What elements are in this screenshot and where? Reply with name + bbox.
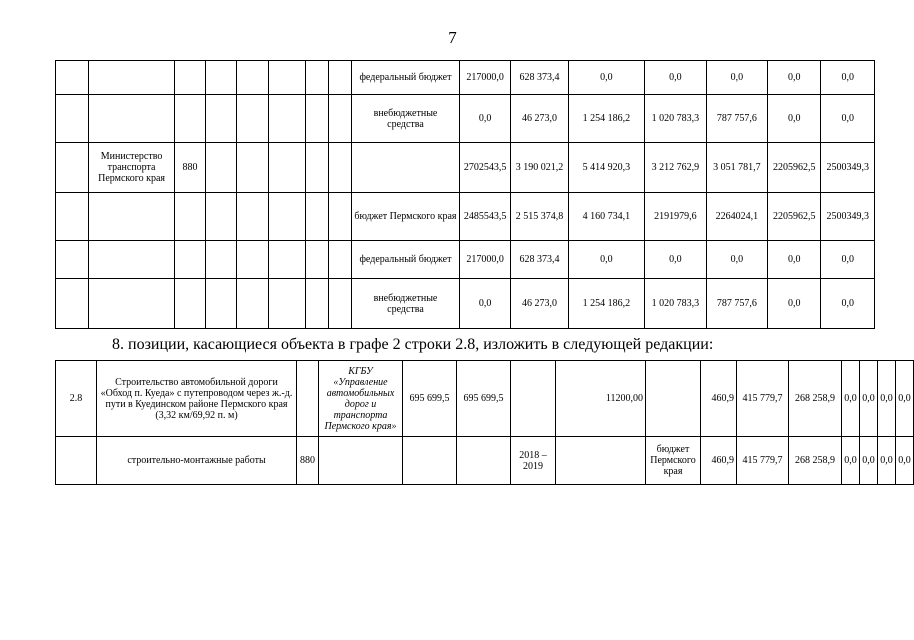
value-cell: 0,0 (706, 61, 767, 95)
value-cell: 0,0 (768, 241, 821, 279)
empty-cell (328, 95, 351, 143)
empty-cell (206, 241, 237, 279)
table-row (56, 361, 914, 437)
value-cell: 460,9 (701, 437, 737, 485)
table-row (56, 193, 875, 241)
value-cell: 415 779,7 (737, 437, 789, 485)
value-cell: 1 020 783,3 (645, 95, 706, 143)
value-cell: 628 373,4 (511, 241, 568, 279)
empty-cell (237, 95, 268, 143)
cost-cell: 695 699,5 (457, 361, 511, 437)
table-row (56, 61, 875, 95)
value-cell: 0,0 (821, 95, 875, 143)
empty-cell (328, 61, 351, 95)
value-cell: 0,0 (821, 61, 875, 95)
owner-cell (89, 95, 175, 143)
value-cell: 0,0 (842, 437, 860, 485)
empty-cell (268, 279, 305, 329)
value-cell: 0,0 (768, 61, 821, 95)
value-cell: 2191979,6 (645, 193, 706, 241)
value-cell: 0,0 (645, 61, 706, 95)
value-cell: 787 757,6 (706, 279, 767, 329)
empty-cell (237, 241, 268, 279)
value-cell: 0,0 (706, 241, 767, 279)
value-cell: 3 051 781,7 (706, 143, 767, 193)
row-number (56, 437, 97, 485)
code-cell (174, 193, 205, 241)
value-cell: 787 757,6 (706, 95, 767, 143)
value-cell: 0,0 (860, 437, 878, 485)
source-cell: бюджет Пермского края (646, 437, 701, 485)
empty-cell (237, 143, 268, 193)
capacity-cell (556, 437, 646, 485)
value-cell: 1 020 783,3 (645, 279, 706, 329)
code-cell (297, 361, 319, 437)
empty-cell (268, 61, 305, 95)
value-cell: 0,0 (896, 361, 914, 437)
budget-table (55, 60, 875, 329)
empty-cell (328, 143, 351, 193)
value-cell: 0,0 (568, 241, 645, 279)
value-cell: 2264024,1 (706, 193, 767, 241)
empty-cell (56, 241, 89, 279)
value-cell: 3 212 762,9 (645, 143, 706, 193)
value-cell: 0,0 (768, 95, 821, 143)
value-cell: 2 515 374,8 (511, 193, 568, 241)
table-row (56, 95, 875, 143)
owner-cell (89, 61, 175, 95)
empty-cell (56, 193, 89, 241)
value-cell: 0,0 (878, 361, 896, 437)
empty-cell (206, 95, 237, 143)
code-cell: 880 (174, 143, 205, 193)
section-heading: 8. позиции, касающиеся объекта в графе 2 строки 2.8, изложить в следующей редакции: (112, 336, 714, 353)
code-cell (174, 241, 205, 279)
empty-cell (305, 61, 328, 95)
empty-cell (237, 193, 268, 241)
value-cell: 2500349,3 (821, 193, 875, 241)
empty-cell (268, 95, 305, 143)
object-name: строительно-монтажные работы (97, 437, 297, 485)
value-cell: 46 273,0 (511, 95, 568, 143)
value-cell: 268 258,9 (789, 361, 842, 437)
value-cell: 2702543,5 (459, 143, 510, 193)
value-cell: 0,0 (568, 61, 645, 95)
code-cell (174, 279, 205, 329)
customer-cell: КГБУ «Управление автомобильных дорог и транспорта Пермского края» (319, 361, 403, 437)
value-cell: 217000,0 (459, 241, 510, 279)
value-cell: 5 414 920,3 (568, 143, 645, 193)
cost-cell: 695 699,5 (403, 361, 457, 437)
value-cell: 2485543,5 (459, 193, 510, 241)
capacity-cell: 11200,00 (556, 361, 646, 437)
value-cell: 415 779,7 (737, 361, 789, 437)
value-cell: 3 190 021,2 (511, 143, 568, 193)
value-cell: 217000,0 (459, 61, 510, 95)
empty-cell (206, 193, 237, 241)
source-cell: внебюджетные средства (352, 279, 460, 329)
customer-cell (319, 437, 403, 485)
value-cell: 0,0 (842, 361, 860, 437)
owner-cell (89, 193, 175, 241)
value-cell: 0,0 (821, 241, 875, 279)
empty-cell (305, 193, 328, 241)
value-cell: 0,0 (768, 279, 821, 329)
empty-cell (56, 61, 89, 95)
value-cell: 460,9 (701, 361, 737, 437)
value-cell: 1 254 186,2 (568, 279, 645, 329)
empty-cell (305, 279, 328, 329)
table-row (56, 241, 875, 279)
value-cell: 4 160 734,1 (568, 193, 645, 241)
empty-cell (56, 95, 89, 143)
empty-cell (206, 143, 237, 193)
page-number: 7 (448, 28, 457, 47)
value-cell: 2500349,3 (821, 143, 875, 193)
source-cell: внебюджетные средства (352, 95, 460, 143)
owner-cell (89, 279, 175, 329)
empty-cell (56, 279, 89, 329)
value-cell: 0,0 (459, 95, 510, 143)
period-cell: 2018 – 2019 (511, 437, 556, 485)
table-row (56, 279, 875, 329)
empty-cell (328, 279, 351, 329)
value-cell: 628 373,4 (511, 61, 568, 95)
object-table (55, 360, 914, 485)
value-cell: 268 258,9 (789, 437, 842, 485)
owner-cell (89, 241, 175, 279)
empty-cell (328, 241, 351, 279)
table-row (56, 143, 875, 193)
value-cell: 0,0 (896, 437, 914, 485)
value-cell: 1 254 186,2 (568, 95, 645, 143)
cost-cell (403, 437, 457, 485)
empty-cell (237, 61, 268, 95)
empty-cell (305, 95, 328, 143)
value-cell: 0,0 (860, 361, 878, 437)
value-cell: 0,0 (645, 241, 706, 279)
value-cell: 0,0 (821, 279, 875, 329)
cost-cell (457, 437, 511, 485)
empty-cell (206, 61, 237, 95)
empty-cell (268, 241, 305, 279)
empty-cell (268, 193, 305, 241)
source-cell: федеральный бюджет (352, 241, 460, 279)
code-cell: 880 (297, 437, 319, 485)
empty-cell (237, 279, 268, 329)
empty-cell (268, 143, 305, 193)
object-name: Строительство автомобильной дороги «Обход п. Куеда» с путепроводом через ж.-д. пути в Куединском районе Пермского края (3,32 км/69,92 п. м) (97, 361, 297, 437)
owner-cell: Министерство транспорта Пермского края (89, 143, 175, 193)
value-cell: 2205962,5 (768, 143, 821, 193)
empty-cell (206, 279, 237, 329)
empty-cell (305, 241, 328, 279)
empty-cell (328, 193, 351, 241)
value-cell: 0,0 (459, 279, 510, 329)
source-cell (352, 143, 460, 193)
period-cell (511, 361, 556, 437)
table-row (56, 437, 914, 485)
row-number: 2.8 (56, 361, 97, 437)
source-cell: бюджет Пермского края (352, 193, 460, 241)
code-cell (174, 61, 205, 95)
source-cell: федеральный бюджет (352, 61, 460, 95)
code-cell (174, 95, 205, 143)
empty-cell (56, 143, 89, 193)
empty-cell (305, 143, 328, 193)
value-cell: 2205962,5 (768, 193, 821, 241)
source-cell (646, 361, 701, 437)
value-cell: 46 273,0 (511, 279, 568, 329)
value-cell: 0,0 (878, 437, 896, 485)
